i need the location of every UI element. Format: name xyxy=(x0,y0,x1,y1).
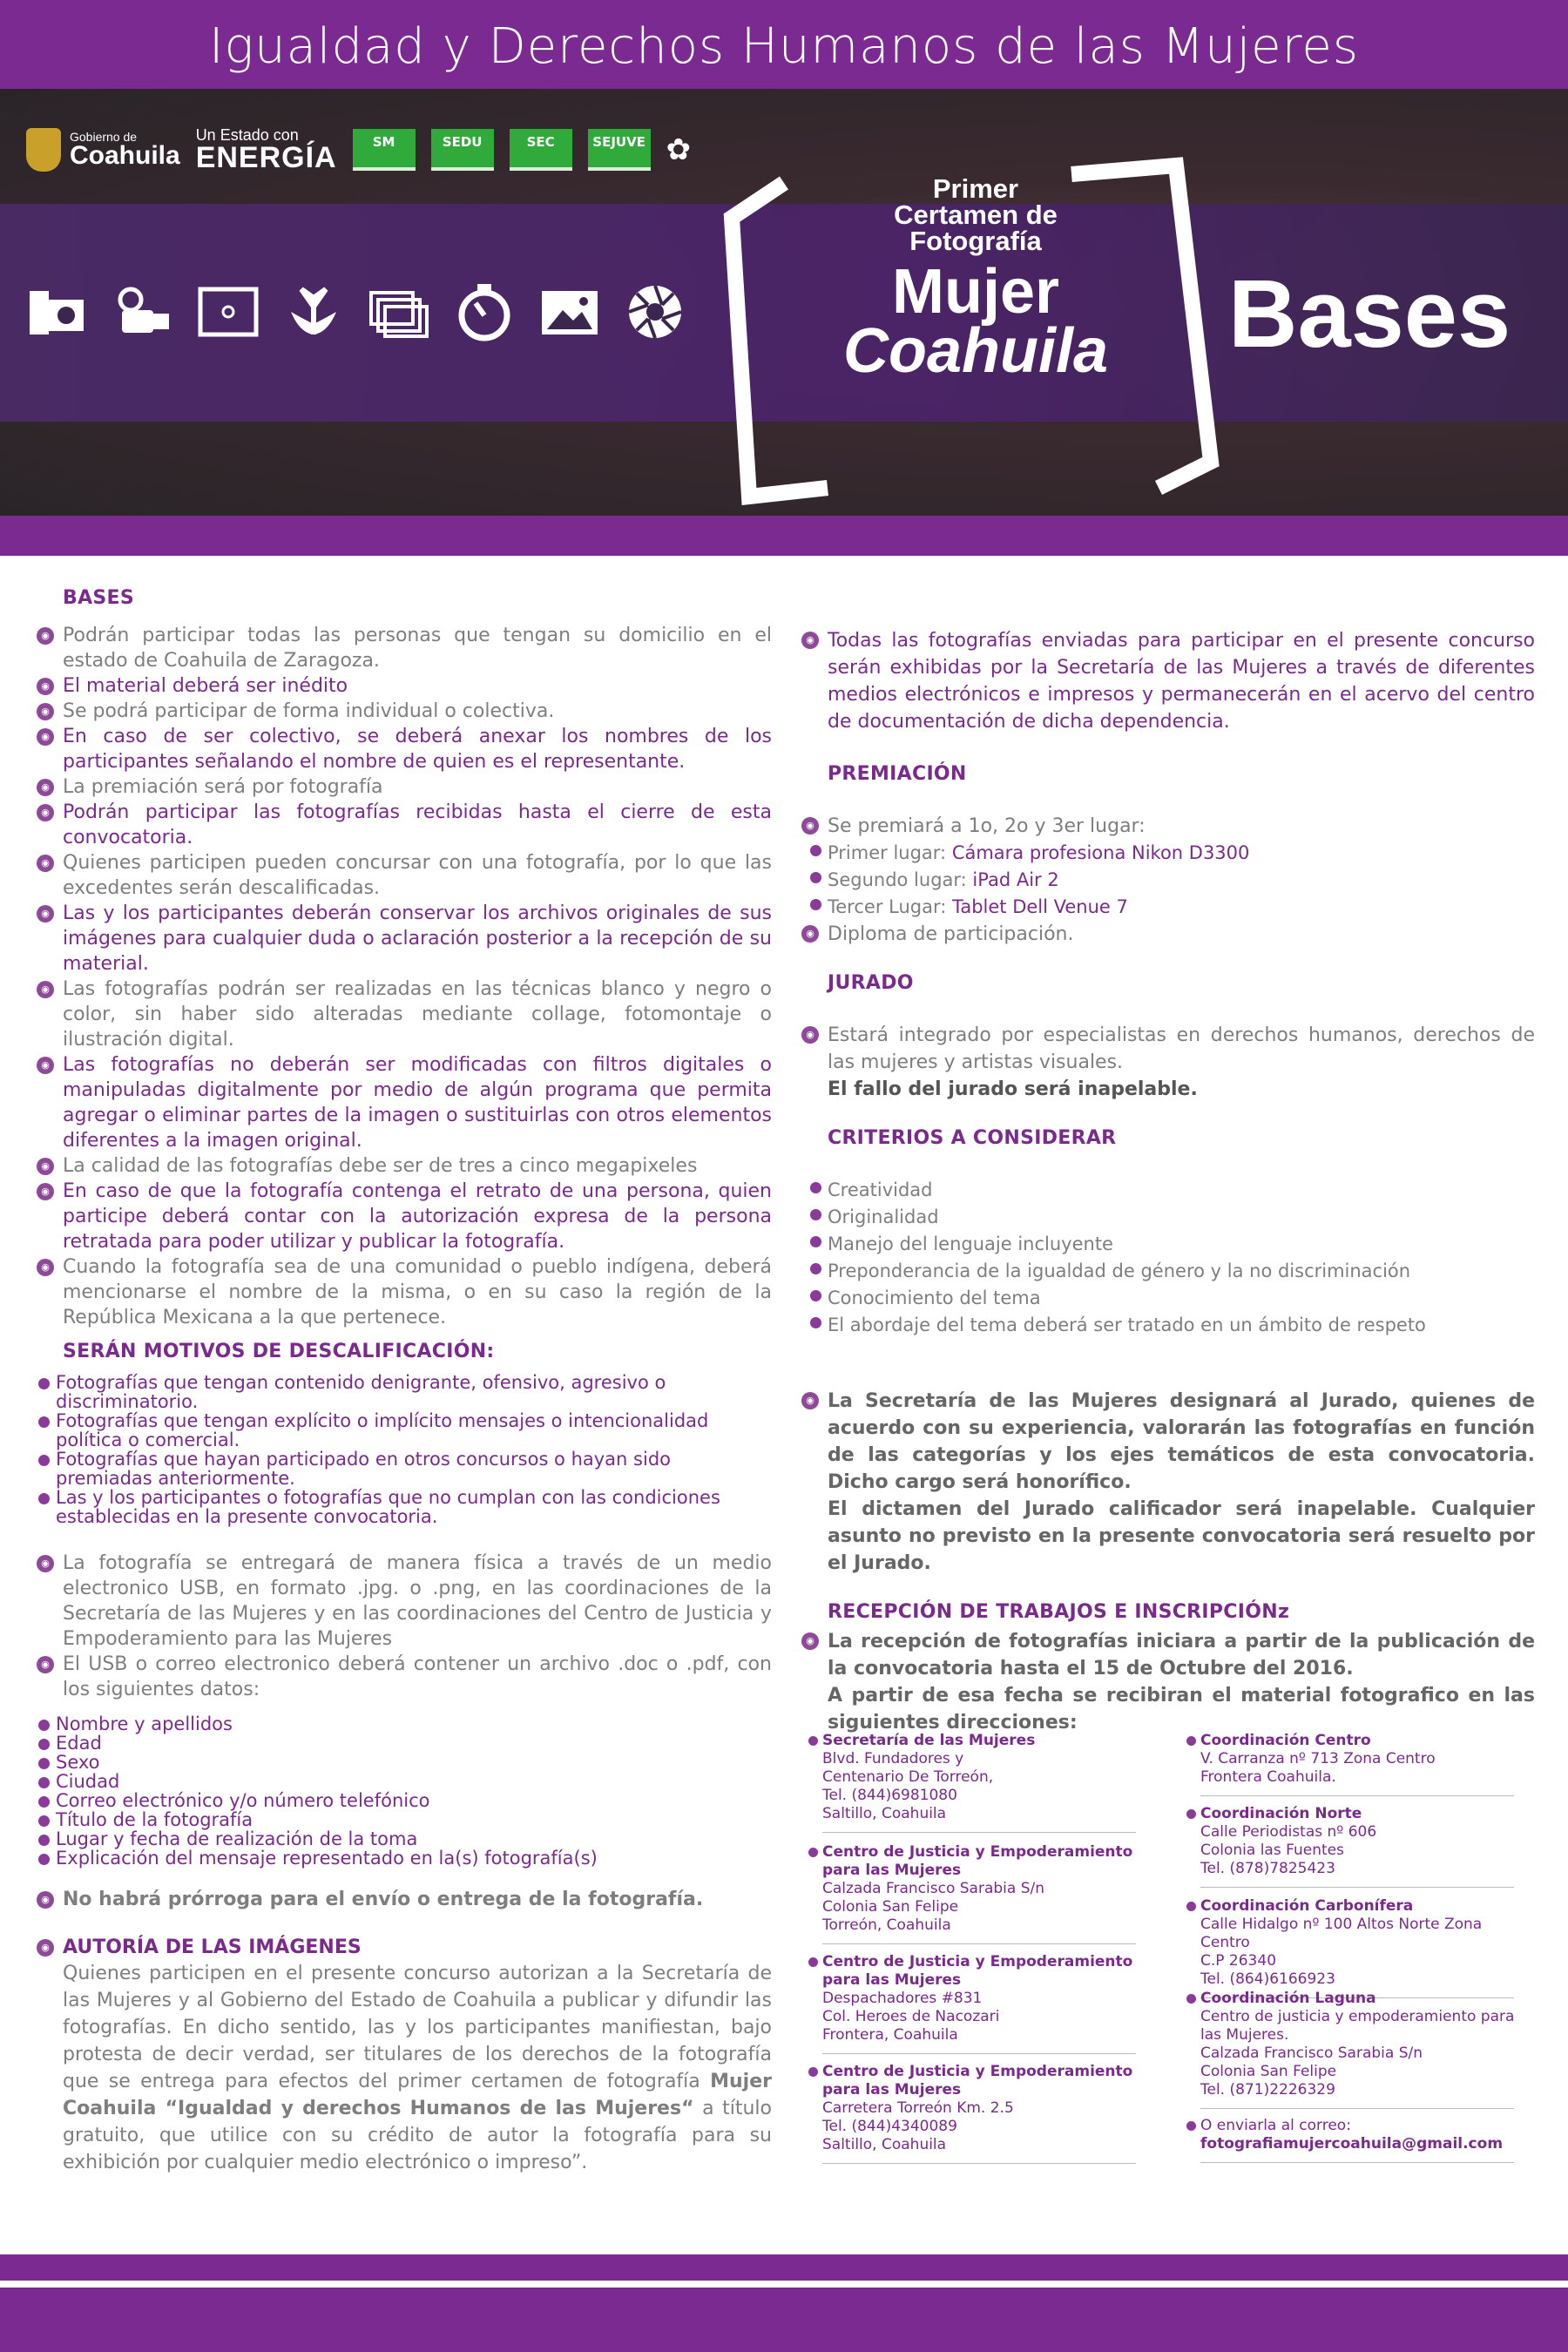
criteria-item: Creatividad xyxy=(808,1177,1535,1204)
prize-heading: PREMIACIÓN xyxy=(828,763,967,785)
flower-icon xyxy=(282,280,345,343)
base-item: ◉ Las fotografías podrán ser realizadas en las técnicas blanco y negro o color, sin haber sido alteradas mediante collage, fotomontaje o ilustración digital. xyxy=(37,977,772,1052)
camera-bullet-icon: ◉ xyxy=(801,1632,819,1650)
camera-bullet-icon: ◉ xyxy=(37,703,54,720)
address-cjem-frontera: Centro de Justicia y Empoderamiento para las Mujeres Despachadores #831 Col. Heroes de Nacozari Frontera, Coahuila xyxy=(807,1953,1155,2054)
criteria-item: Conocimiento del tema xyxy=(808,1285,1535,1312)
camera-bullet-icon: ◉ xyxy=(37,981,54,998)
data-list-item: Explicación del mensaje representado en la(s) fotografía(s) xyxy=(37,1848,772,1868)
data-list-item: Título de la fotografía xyxy=(37,1810,772,1829)
camera-bullet-icon: ◉ xyxy=(801,632,819,649)
photos-stack-icon xyxy=(368,280,430,343)
photo-icons-row xyxy=(26,280,686,343)
contest-logo xyxy=(819,173,1132,386)
footer-strip-bottom xyxy=(0,2288,1568,2352)
base-item: ◉ La calidad de las fotografías debe ser de tres a cinco megapixeles xyxy=(37,1153,772,1179)
header-divider xyxy=(0,516,1568,556)
screen-icon xyxy=(197,280,260,343)
email-link[interactable]: fotografiamujercoahuila@gmail.com xyxy=(1200,2135,1504,2153)
contest-line3: Fotografía xyxy=(909,226,1042,256)
camera-bullet-icon: ◉ xyxy=(801,1026,819,1044)
base-item: ◉ Las fotografías no deberán ser modificadas con filtros digitales o manipuladas digitalmente por medio de algún programa que permita agregar o eliminar partes de la imagen o sustituirlas con otros elementos diferentes a la imagen original. xyxy=(37,1052,772,1153)
aperture-icon xyxy=(624,280,686,343)
delivery-item: ◉ El USB o correo electronico deberá contener un archivo .doc o .pdf, con los siguientes datos: xyxy=(37,1652,772,1702)
disq-item: Fotografías que hayan participado en otros concursos o hayan sido premiadas anteriormente. xyxy=(37,1450,772,1488)
base-item: ◉ La premiación será por fotografía xyxy=(37,774,772,800)
criteria-item: Originalidad xyxy=(808,1204,1535,1231)
hero-banner xyxy=(0,89,1568,516)
exhibit-item: ◉ Todas las fotografías enviadas para participar en el presente concurso serán exhibidas por la Secretaría de las Mujeres a través de diferentes medios electrónicos e impresos y permanecerán en el acervo del centro de documentación de dicha dependencia. xyxy=(801,627,1535,735)
badge-sec: SEC xyxy=(510,129,572,171)
disq-item: Fotografías que tengan explícito o implícito mensajes o intencionalidad política o comercial. xyxy=(37,1411,772,1450)
badge-sm: SM xyxy=(353,129,416,171)
footer-strip-top xyxy=(0,2254,1568,2281)
video-camera-icon xyxy=(112,280,174,343)
camera-bullet-icon: ◉ xyxy=(801,817,819,835)
address-coord-centro: Coordinación Centro V. Carranza nº 713 Zona Centro Frontera Coahuila. xyxy=(1185,1732,1533,1796)
contest-line2: Certamen de xyxy=(894,199,1058,230)
base-item: ◉ Se podrá participar de forma individual o colectiva. xyxy=(37,699,772,724)
jury-item: ◉ Estará integrado por especialistas en derechos humanos, derechos de las mujeres y artistas visuales. El fallo del jurado será inapelable. xyxy=(801,1022,1535,1103)
gobierno-coahuila-logo xyxy=(26,128,180,172)
address-cjem-saltillo: Centro de Justicia y Empoderamiento para las Mujeres Carretera Torreón Km. 2.5 Tel. (844)4340089 Saltillo, Coahuila xyxy=(807,2063,1155,2164)
base-item: ◉ El material deberá ser inédito xyxy=(37,673,772,699)
reception-item: ◉ La recepción de fotografías iniciara a partir de la publicación de la convocatoria hasta el 15 de Octubre del 2016. A partir de esa fecha se recibiran el material fotografico en las siguientes direcciones: xyxy=(801,1628,1535,1736)
disqualification-heading: SERÁN MOTIVOS DE DESCALIFICACIÓN: xyxy=(63,1341,495,1362)
data-list-item: Sexo xyxy=(37,1753,772,1772)
energia-name-label: ENERGÍA xyxy=(195,141,337,174)
address-coord-laguna: Coordinación Laguna Centro de justicia y empoderamiento para las Mujeres. Calzada Francisco Sarabia S/n Colonia San Felipe Tel. (871)2226329 xyxy=(1185,1990,1533,2109)
prize-second: Segundo lugar: iPad Air 2 xyxy=(808,867,1535,894)
camera-bullet-icon: ◉ xyxy=(37,1057,54,1074)
criteria-heading: CRITERIOS A CONSIDERAR xyxy=(828,1127,1117,1149)
flower-logo-icon: ✿ xyxy=(666,132,692,167)
data-list-item: Nombre y apellidos xyxy=(37,1714,772,1734)
criteria-item: Manejo del lenguaje incluyente xyxy=(808,1231,1535,1258)
coat-of-arms-icon xyxy=(26,128,61,172)
disq-item: Fotografías que tengan contenido denigrante, ofensivo, agresivo o discriminatorio. xyxy=(37,1373,772,1411)
gov-small-label: Gobierno de xyxy=(70,130,138,144)
badge-sedu: SEDU xyxy=(431,129,494,171)
disq-item: Las y los participantes o fotografías que no cumplan con las condiciones establecidas en la presente convocatoria. xyxy=(37,1488,772,1526)
base-item: ◉ Quienes participen pueden concursar con una fotografía, por lo que las excedentes serán descalificadas. xyxy=(37,850,772,901)
criteria-item: El abordaje del tema deberá ser tratado en un ámbito de respeto xyxy=(808,1312,1535,1339)
page-title: Igualdad y Derechos Humanos de las Mujeres xyxy=(0,0,1568,89)
email-contact: O enviarla al correo: fotografiamujercoahuila@gmail.com xyxy=(1185,2117,1533,2163)
criteria-item: Preponderancia de la igualdad de género y la no discriminación xyxy=(808,1258,1535,1285)
base-item: ◉ Podrán participar las fotografías recibidas hasta el cierre de esta convocatoria. xyxy=(37,800,772,850)
energia-logo xyxy=(196,127,337,172)
jury-designation: ◉ La Secretaría de las Mujeres designará al Jurado, quienes de acuerdo con su experiencia, valorarán las fotografías en función de las categorías y los ejes temáticos de esta convocatoria. Dicho cargo será honorífico. El dictamen del Jurado calificador será inapelable. Cualquier asunto no previsto en la presente convocatoria será resuelto por el Jurado. xyxy=(801,1388,1535,1577)
camera-icon xyxy=(26,280,89,343)
bases-heading: BASES xyxy=(63,587,135,609)
camera-bullet-icon: ◉ xyxy=(801,925,819,943)
address-cjem-torreon: Centro de Justicia y Empoderamiento para las Mujeres Calzada Francisco Sarabia S/n Colonia San Felipe Torreón, Coahuila xyxy=(807,1843,1155,1944)
contest-name1: Mujer xyxy=(891,257,1060,327)
address-secretaria: Secretaría de las Mujeres Blvd. Fundadores y Centenario De Torreón, Tel. (844)6981080 Saltillo, Coahuila xyxy=(807,1732,1155,1833)
image-icon xyxy=(538,280,601,343)
camera-bullet-icon: ◉ xyxy=(37,804,54,821)
address-coord-norte: Coordinación Norte Calle Periodistas nº 606 Colonia las Fuentes Tel. (878)7825423 xyxy=(1185,1805,1533,1888)
jury-heading: JURADO xyxy=(828,972,914,994)
data-list-item: Lugar y fecha de realización de la toma xyxy=(37,1829,772,1848)
camera-bullet-icon: ◉ xyxy=(37,779,54,796)
base-item: ◉ Cuando la fotografía sea de una comunidad o pueblo indígena, deberá mencionarse el nombre de la misma, o en su caso la región de la República Mexicana a la que pertenece. xyxy=(37,1254,772,1330)
camera-bullet-icon: ◉ xyxy=(37,627,54,645)
base-item: ◉ En caso de ser colectivo, se deberá anexar los nombres de los participantes señalando el nombre de quien es el representante. xyxy=(37,724,772,774)
diploma-item: ◉ Diploma de participación. xyxy=(801,921,1535,948)
data-list-item: Ciudad xyxy=(37,1772,772,1791)
camera-bullet-icon: ◉ xyxy=(37,905,54,923)
gov-name-label: Coahuila xyxy=(70,141,180,170)
right-column xyxy=(801,627,1535,1736)
left-column xyxy=(37,585,772,2176)
contest-line1: Primer xyxy=(932,173,1019,204)
camera-bullet-icon: ◉ xyxy=(37,855,54,872)
data-list-item: Edad xyxy=(37,1734,772,1753)
camera-bullet-icon: ◉ xyxy=(801,1392,819,1409)
prize-intro: ◉ Se premiará a 1o, 2o y 3er lugar: xyxy=(801,813,1535,840)
camera-bullet-icon: ◉ xyxy=(37,728,54,746)
camera-bullet-icon: ◉ xyxy=(37,1183,54,1200)
timer-icon xyxy=(453,280,516,343)
bases-title: Bases xyxy=(1228,260,1511,368)
logo-row xyxy=(26,124,691,176)
delivery-item: ◉ La fotografía se entregará de manera física a través de un medio electronico USB, en formato .jpg. o .png, en las coordinaciones de la Secretaría de las Mujeres y en las coordinaciones del Centro de Justicia y Empoderamiento para las Mujeres xyxy=(37,1551,772,1652)
authorship-heading-row: ◉ AUTORÍA DE LAS IMÁGENES xyxy=(37,1935,772,1960)
energia-small-label: Un Estado con xyxy=(195,126,299,144)
camera-bullet-icon: ◉ xyxy=(37,678,54,695)
authorship-text: Quienes participen en el presente concurso autorizan a la Secretaría de las Mujeres y al Gobierno del Estado de Coahuila a publicar y difundir las fotografías. En dicho sentido, las y los participantes manifiestan, bajo protesta de decir verdad, ser titulares de los derechos de la fotografía que se entrega para efectos del primer certamen de fotografía Mujer Coahuila “Igualdad y derechos Humanos de las Mujeres“ a título gratuito, que utilice con su crédito de autor la fotografía para su exhibición por cualquier medio electrónico o impreso”. xyxy=(63,1963,772,2173)
camera-bullet-icon: ◉ xyxy=(37,1891,54,1909)
base-item: ◉ En caso de que la fotografía contenga el retrato de una persona, quien participe deberá contar con la autorización expresa de la persona retratada para poder utilizar y publicar la fotografía. xyxy=(37,1179,772,1254)
camera-bullet-icon: ◉ xyxy=(37,1555,54,1572)
camera-bullet-icon: ◉ xyxy=(37,1259,54,1276)
data-list-item: Correo electrónico y/o número telefónico xyxy=(37,1791,772,1810)
prize-third: Tercer Lugar: Tablet Dell Venue 7 xyxy=(808,894,1535,921)
camera-bullet-icon: ◉ xyxy=(37,1939,54,1957)
camera-bullet-icon: ◉ xyxy=(37,1158,54,1175)
contest-name2: Coahuila xyxy=(842,316,1109,386)
reception-heading: RECEPCIÓN DE TRABAJOS E INSCRIPCIÓNz xyxy=(828,1601,1290,1623)
badge-sejuve: SEJUVE xyxy=(588,129,651,171)
no-extension-notice: ◉ No habrá prórroga para el envío o entrega de la fotografía. xyxy=(37,1887,772,1912)
address-coord-carbonifera: Coordinación Carbonífera Calle Hidalgo nº 100 Altos Norte Zona Centro C.P 26340 Tel. (864)6166923 xyxy=(1185,1897,1533,1998)
base-item: ◉ Podrán participar todas las personas que tengan su domicilio en el estado de Coahuila de Zaragoza. xyxy=(37,623,772,673)
camera-bullet-icon: ◉ xyxy=(37,1656,54,1673)
prize-first: Primer lugar: Cámara profesiona Nikon D3300 xyxy=(808,840,1535,867)
base-item: ◉ Las y los participantes deberán conservar los archivos originales de sus imágenes para cualquier duda o aclaración posterior a la recepción de su material. xyxy=(37,901,772,977)
